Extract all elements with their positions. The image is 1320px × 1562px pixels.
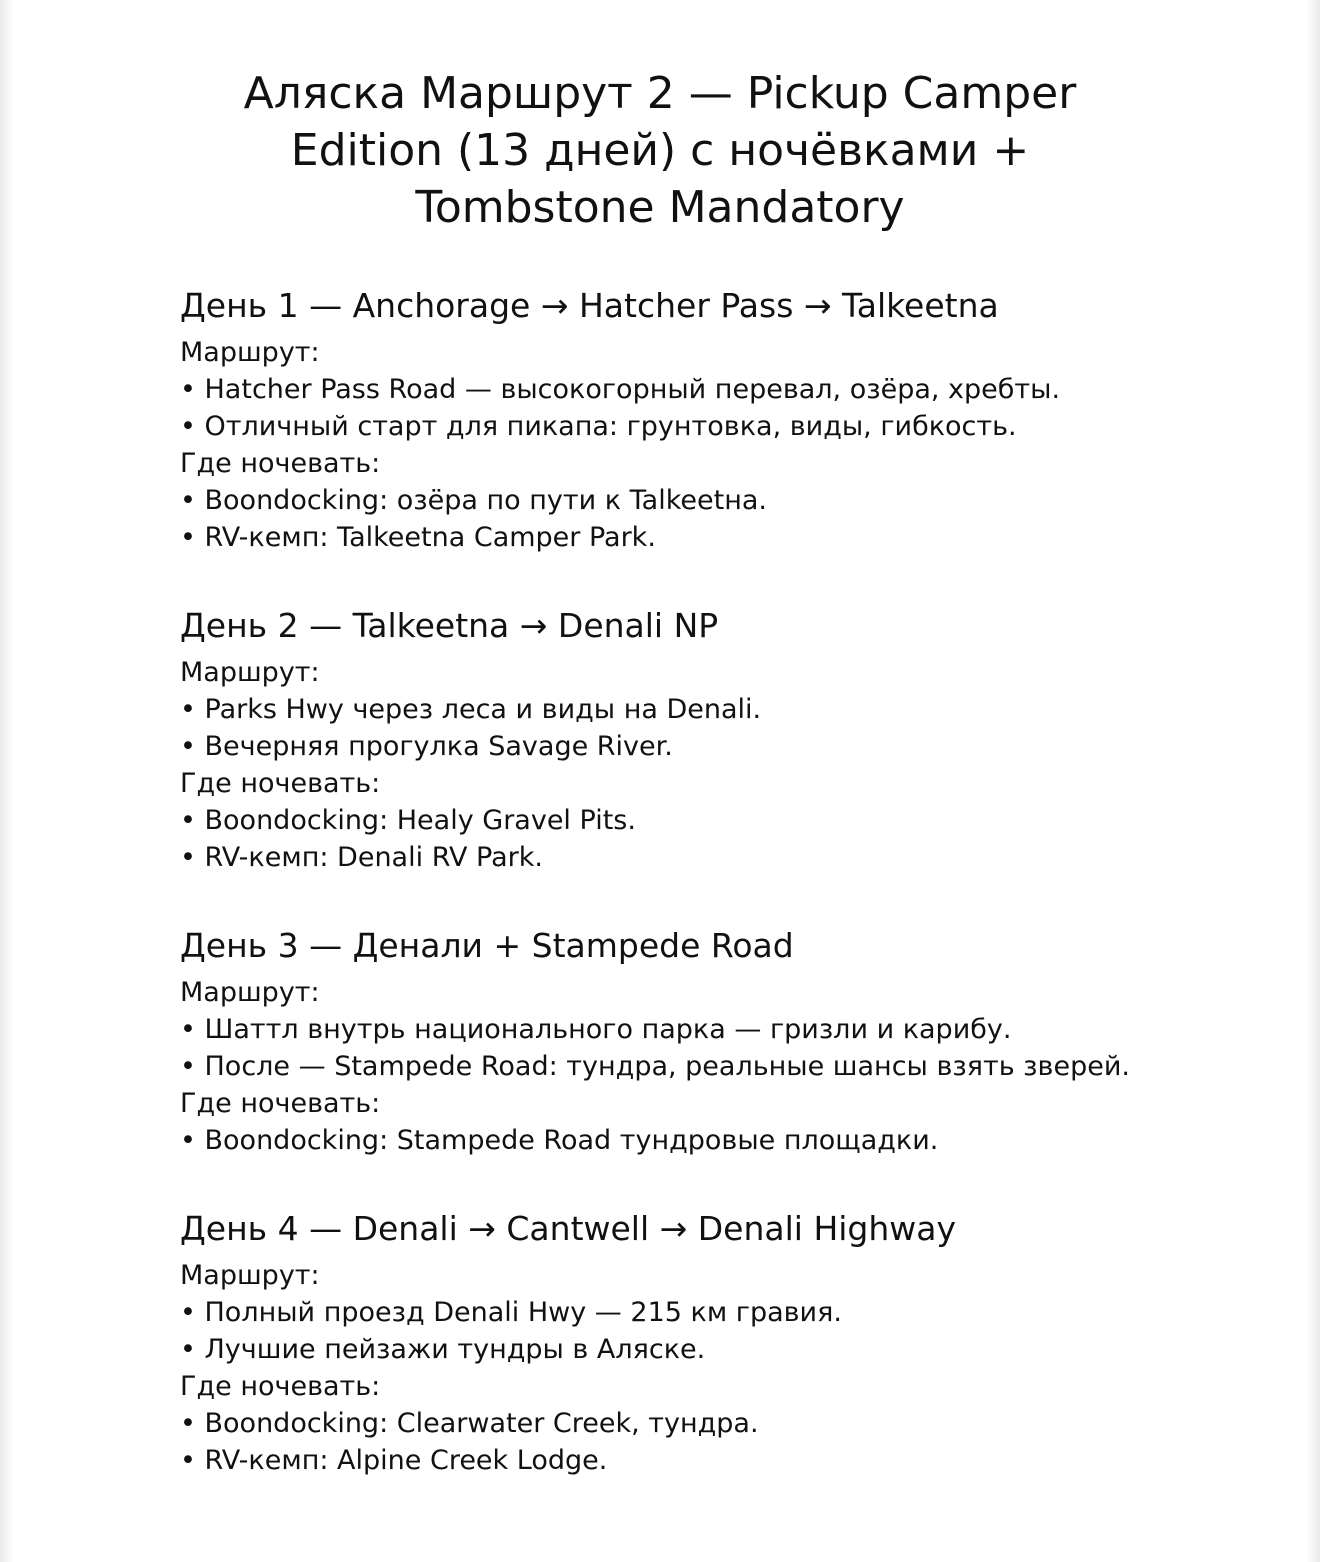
itinerary-line: • Boondocking: озёра по пути к Talkeetна. [180,485,767,516]
itinerary-line: Маршрут: [180,657,320,688]
itinerary-line: • После — Stampede Road: тундра, реальные шансы взять зверей. [180,1051,1130,1082]
day-section [180,1209,1140,1479]
document-title: Аляска Маршрут 2 — Pickup Camper Edition (13 дней) с ночёвками + Tombstone Mandatory [243,68,1077,233]
day-section [180,926,1140,1159]
itinerary-line: Маршрут: [180,977,320,1008]
itinerary-line: • Boondocking: Stampede Road тундровые площадки. [180,1125,939,1156]
day-heading: День 3 — Денали + Stampede Road [180,926,794,965]
itinerary-line: Где ночевать: [180,768,381,799]
day-heading: День 4 — Denali → Cantwell → Denali Highway [180,1209,957,1248]
itinerary-line: Маршрут: [180,1260,320,1291]
itinerary-line: • RV-кемп: Alpine Creek Lodge. [180,1445,608,1476]
itinerary-line: Где ночевать: [180,1088,381,1119]
itinerary-line: • Полный проезд Denali Hwy — 215 км гравия. [180,1297,842,1328]
itinerary-line: Где ночевать: [180,1371,381,1402]
itinerary-line: • RV-кемп: Talkeetna Camper Park. [180,522,656,553]
day-section [180,606,1140,876]
itinerary-line: • Шаттл внутрь национального парка — гризли и карибу. [180,1014,1012,1045]
itinerary-line: • Лучшие пейзажи тундры в Аляске. [180,1334,706,1365]
itinerary-line: • Вечерняя прогулка Savage River. [180,731,673,762]
itinerary-line: • Отличный старт для пикапа: грунтовка, виды, гибкость. [180,411,1017,442]
day-section [180,286,1140,556]
itinerary-line: • Boondocking: Healy Gravel Pits. [180,805,636,836]
itinerary-line: • RV-кемп: Denali RV Park. [180,842,543,873]
day-heading: День 1 — Anchorage → Hatcher Pass → Talkeetna [180,286,999,325]
itinerary-line: • Parks Hwy через леса и виды на Denali. [180,694,762,725]
itinerary-line: • Hatcher Pass Road — высокогорный перевал, озёра, хребты. [180,374,1061,405]
itinerary-days [180,286,1140,1479]
day-heading: День 2 — Talkeetna → Denali NP [180,606,719,645]
itinerary-line: • Boondocking: Clearwater Creek, тундра. [180,1408,759,1439]
itinerary-line: Где ночевать: [180,448,381,479]
itinerary-line: Маршрут: [180,337,320,368]
